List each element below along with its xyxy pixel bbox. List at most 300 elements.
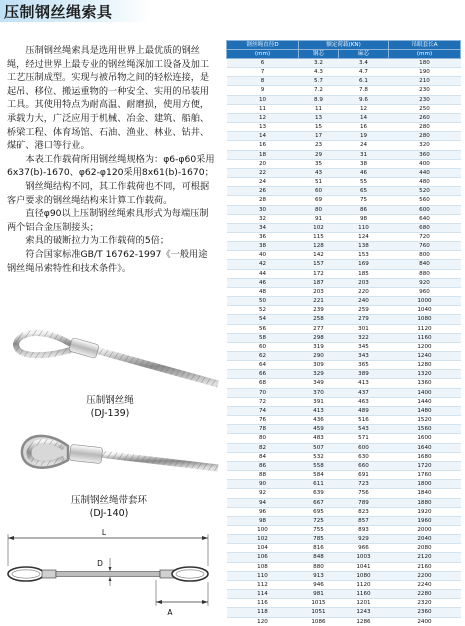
table-row bbox=[227, 150, 461, 159]
table-row bbox=[227, 168, 461, 177]
table-row bbox=[227, 59, 461, 68]
cell-steel-core-load: 667 bbox=[299, 498, 339, 507]
cell-eye-length: 190 bbox=[389, 68, 461, 77]
cell-fiber-core-load: 463 bbox=[339, 397, 389, 406]
cell-steel-core-load: 43 bbox=[299, 168, 339, 177]
cell-steel-core-load: 1086 bbox=[299, 617, 339, 626]
figure-2-caption bbox=[34, 494, 184, 520]
cell-fiber-core-load: 16 bbox=[339, 123, 389, 132]
header-rated-load: 额定荷载(KN) bbox=[299, 41, 389, 50]
table-row bbox=[227, 544, 461, 553]
table-row bbox=[227, 269, 461, 278]
cell-fiber-core-load: 7.8 bbox=[339, 86, 389, 95]
cell-diameter: 12 bbox=[227, 113, 299, 122]
cell-fiber-core-load: 24 bbox=[339, 141, 389, 150]
cell-steel-core-load: 309 bbox=[299, 361, 339, 370]
cell-steel-core-load: 755 bbox=[299, 525, 339, 534]
cell-diameter: 110 bbox=[227, 571, 299, 580]
cell-eye-length: 2080 bbox=[389, 544, 461, 553]
cell-steel-core-load: 203 bbox=[299, 287, 339, 296]
cell-steel-core-load: 4.3 bbox=[299, 68, 339, 77]
cell-diameter: 116 bbox=[227, 599, 299, 608]
cell-steel-core-load: 239 bbox=[299, 306, 339, 315]
cell-fiber-core-load: 75 bbox=[339, 196, 389, 205]
cell-fiber-core-load: 660 bbox=[339, 461, 389, 470]
cell-fiber-core-load: 38 bbox=[339, 159, 389, 168]
intro-paragraph-3: 钢丝绳结构不同，其工作载荷也不同，可根据客户要求的钢丝绳结构来计算工作载荷。 bbox=[7, 180, 210, 206]
cell-fiber-core-load: 55 bbox=[339, 178, 389, 187]
table-row bbox=[227, 315, 461, 324]
cell-fiber-core-load: 203 bbox=[339, 278, 389, 287]
cell-eye-length: 1600 bbox=[389, 434, 461, 443]
cell-diameter: 104 bbox=[227, 544, 299, 553]
cell-diameter: 114 bbox=[227, 590, 299, 599]
cell-steel-core-load: 558 bbox=[299, 461, 339, 470]
table-row bbox=[227, 104, 461, 113]
table-row bbox=[227, 123, 461, 132]
table-row bbox=[227, 352, 461, 361]
wire-rope-thimble-image bbox=[4, 422, 220, 492]
cell-fiber-core-load: 630 bbox=[339, 452, 389, 461]
table-row bbox=[227, 242, 461, 251]
cell-diameter: 9 bbox=[227, 86, 299, 95]
table-row bbox=[227, 516, 461, 525]
table-row bbox=[227, 260, 461, 269]
cell-diameter: 112 bbox=[227, 580, 299, 589]
cell-diameter: 62 bbox=[227, 352, 299, 361]
cell-eye-length: 320 bbox=[389, 141, 461, 150]
cell-diameter: 84 bbox=[227, 452, 299, 461]
header-diameter: 钢丝绳直径D bbox=[227, 41, 299, 50]
cell-steel-core-load: 507 bbox=[299, 443, 339, 452]
dim-label-A: A bbox=[167, 608, 173, 617]
cell-steel-core-load: 51 bbox=[299, 178, 339, 187]
page-header bbox=[0, 0, 465, 22]
cell-steel-core-load: 290 bbox=[299, 352, 339, 361]
cell-fiber-core-load: 124 bbox=[339, 232, 389, 241]
cell-diameter: 92 bbox=[227, 489, 299, 498]
wire-rope-sling-image bbox=[4, 324, 220, 390]
cell-eye-length: 2040 bbox=[389, 535, 461, 544]
cell-diameter: 32 bbox=[227, 214, 299, 223]
table-row bbox=[227, 525, 461, 534]
table-row bbox=[227, 406, 461, 415]
cell-diameter: 94 bbox=[227, 498, 299, 507]
cell-fiber-core-load: 169 bbox=[339, 260, 389, 269]
cell-eye-length: 210 bbox=[389, 77, 461, 86]
cell-eye-length: 760 bbox=[389, 242, 461, 251]
cell-diameter: 90 bbox=[227, 480, 299, 489]
cell-steel-core-load: 277 bbox=[299, 324, 339, 333]
cell-steel-core-load: 91 bbox=[299, 214, 339, 223]
table-row bbox=[227, 113, 461, 122]
table-row bbox=[227, 489, 461, 498]
cell-fiber-core-load: 1160 bbox=[339, 590, 389, 599]
table-subheader-row bbox=[227, 50, 461, 59]
cell-diameter: 13 bbox=[227, 123, 299, 132]
cell-eye-length: 280 bbox=[389, 132, 461, 141]
cell-fiber-core-load: 691 bbox=[339, 471, 389, 480]
cell-fiber-core-load: 19 bbox=[339, 132, 389, 141]
figure-1-caption bbox=[60, 394, 160, 420]
cell-eye-length: 2400 bbox=[389, 617, 461, 626]
cell-diameter: 86 bbox=[227, 461, 299, 470]
cell-fiber-core-load: 345 bbox=[339, 342, 389, 351]
cell-steel-core-load: 1051 bbox=[299, 608, 339, 617]
dimension-drawing bbox=[4, 526, 220, 622]
cell-diameter: 6 bbox=[227, 59, 299, 68]
cell-fiber-core-load: 857 bbox=[339, 516, 389, 525]
cell-fiber-core-load: 1080 bbox=[339, 571, 389, 580]
cell-steel-core-load: 13 bbox=[299, 113, 339, 122]
cell-eye-length: 1000 bbox=[389, 297, 461, 306]
cell-diameter: 26 bbox=[227, 187, 299, 196]
cell-diameter: 50 bbox=[227, 297, 299, 306]
table-row bbox=[227, 416, 461, 425]
cell-eye-length: 840 bbox=[389, 260, 461, 269]
cell-eye-length: 230 bbox=[389, 95, 461, 104]
dim-label-D: D bbox=[97, 559, 103, 568]
intro-paragraph-1: 压制钢丝绳索具是选用世界上最优质的钢丝绳，经过世界上最专业的钢丝绳深加工设备及加工工艺压制成型。实现与被吊物之间的轻松连接，是起吊、移位、搬运重物的一种安全、实用的吊装用工具。其使用特点为耐高温、耐磨损，使用方便，承载力大，广泛应用于机械、冶金、建筑、船舶、桥梁工程、体育场馆、石油、渔业、林业、钻井、煤矿、港口等行业。 bbox=[7, 45, 210, 152]
table-row bbox=[227, 599, 461, 608]
cell-fiber-core-load: 489 bbox=[339, 406, 389, 415]
cell-diameter: 24 bbox=[227, 178, 299, 187]
cell-diameter: 30 bbox=[227, 205, 299, 214]
cell-eye-length: 1880 bbox=[389, 498, 461, 507]
table-row bbox=[227, 77, 461, 86]
cell-diameter: 96 bbox=[227, 507, 299, 516]
table-row bbox=[227, 425, 461, 434]
table-row bbox=[227, 306, 461, 315]
cell-steel-core-load: 3.2 bbox=[299, 59, 339, 68]
table-row bbox=[227, 159, 461, 168]
header-fiber-core: 麻芯 bbox=[339, 50, 389, 59]
cell-diameter: 40 bbox=[227, 251, 299, 260]
cell-steel-core-load: 7.2 bbox=[299, 86, 339, 95]
cell-steel-core-load: 172 bbox=[299, 269, 339, 278]
cell-steel-core-load: 329 bbox=[299, 370, 339, 379]
cell-fiber-core-load: 9.6 bbox=[339, 95, 389, 104]
cell-diameter: 36 bbox=[227, 232, 299, 241]
table-row bbox=[227, 324, 461, 333]
cell-eye-length: 1200 bbox=[389, 342, 461, 351]
cell-fiber-core-load: 31 bbox=[339, 150, 389, 159]
intro-paragraph-5: 索具的破断拉力为工作载荷的5倍； bbox=[25, 235, 170, 247]
table-row bbox=[227, 278, 461, 287]
cell-fiber-core-load: 571 bbox=[339, 434, 389, 443]
cell-eye-length: 1800 bbox=[389, 480, 461, 489]
table-row bbox=[227, 141, 461, 150]
cell-fiber-core-load: 138 bbox=[339, 242, 389, 251]
cell-diameter: 72 bbox=[227, 397, 299, 406]
cell-steel-core-load: 946 bbox=[299, 580, 339, 589]
cell-eye-length: 1760 bbox=[389, 471, 461, 480]
table-row bbox=[227, 370, 461, 379]
cell-diameter: 74 bbox=[227, 406, 299, 415]
cell-eye-length: 1400 bbox=[389, 388, 461, 397]
cell-diameter: 120 bbox=[227, 617, 299, 626]
table-row bbox=[227, 471, 461, 480]
table-row bbox=[227, 342, 461, 351]
cell-diameter: 98 bbox=[227, 516, 299, 525]
cell-steel-core-load: 157 bbox=[299, 260, 339, 269]
cell-fiber-core-load: 6.1 bbox=[339, 77, 389, 86]
cell-fiber-core-load: 789 bbox=[339, 498, 389, 507]
cell-steel-core-load: 880 bbox=[299, 562, 339, 571]
table-row bbox=[227, 571, 461, 580]
header-steel-core: 钢芯 bbox=[299, 50, 339, 59]
cell-steel-core-load: 8.9 bbox=[299, 95, 339, 104]
cell-eye-length: 1480 bbox=[389, 406, 461, 415]
cell-eye-length: 440 bbox=[389, 168, 461, 177]
cell-eye-length: 1040 bbox=[389, 306, 461, 315]
table-row bbox=[227, 379, 461, 388]
cell-fiber-core-load: 1120 bbox=[339, 580, 389, 589]
spec-table-body bbox=[227, 59, 461, 626]
cell-diameter: 14 bbox=[227, 132, 299, 141]
table-row bbox=[227, 232, 461, 241]
cell-fiber-core-load: 3.4 bbox=[339, 59, 389, 68]
table-row bbox=[227, 287, 461, 296]
cell-steel-core-load: 17 bbox=[299, 132, 339, 141]
cell-fiber-core-load: 756 bbox=[339, 489, 389, 498]
figure-1-name: 压制钢丝绳 bbox=[86, 395, 134, 406]
cell-steel-core-load: 69 bbox=[299, 196, 339, 205]
table-row bbox=[227, 507, 461, 516]
cell-eye-length: 1840 bbox=[389, 489, 461, 498]
intro-text bbox=[7, 44, 215, 275]
cell-fiber-core-load: 966 bbox=[339, 544, 389, 553]
cell-eye-length: 1240 bbox=[389, 352, 461, 361]
cell-fiber-core-load: 823 bbox=[339, 507, 389, 516]
cell-steel-core-load: 80 bbox=[299, 205, 339, 214]
cell-fiber-core-load: 240 bbox=[339, 297, 389, 306]
cell-eye-length: 1080 bbox=[389, 315, 461, 324]
table-row bbox=[227, 434, 461, 443]
cell-diameter: 46 bbox=[227, 278, 299, 287]
cell-fiber-core-load: 220 bbox=[339, 287, 389, 296]
cell-steel-core-load: 221 bbox=[299, 297, 339, 306]
table-row bbox=[227, 388, 461, 397]
table-row bbox=[227, 196, 461, 205]
cell-diameter: 10 bbox=[227, 95, 299, 104]
cell-steel-core-load: 128 bbox=[299, 242, 339, 251]
cell-diameter: 52 bbox=[227, 306, 299, 315]
cell-fiber-core-load: 929 bbox=[339, 535, 389, 544]
cell-diameter: 88 bbox=[227, 471, 299, 480]
cell-eye-length: 2320 bbox=[389, 599, 461, 608]
cell-fiber-core-load: 723 bbox=[339, 480, 389, 489]
cell-eye-length: 640 bbox=[389, 214, 461, 223]
cell-fiber-core-load: 153 bbox=[339, 251, 389, 260]
cell-eye-length: 2000 bbox=[389, 525, 461, 534]
cell-steel-core-load: 785 bbox=[299, 535, 339, 544]
table-row bbox=[227, 178, 461, 187]
table-row bbox=[227, 132, 461, 141]
table-row bbox=[227, 333, 461, 342]
cell-eye-length: 230 bbox=[389, 86, 461, 95]
page-title: 压制钢丝绳索具 bbox=[4, 3, 113, 21]
table-row bbox=[227, 562, 461, 571]
cell-eye-length: 600 bbox=[389, 205, 461, 214]
cell-eye-length: 920 bbox=[389, 278, 461, 287]
table-row bbox=[227, 68, 461, 77]
cell-fiber-core-load: 1201 bbox=[339, 599, 389, 608]
cell-fiber-core-load: 1003 bbox=[339, 553, 389, 562]
table-row bbox=[227, 397, 461, 406]
cell-fiber-core-load: 14 bbox=[339, 113, 389, 122]
table-row bbox=[227, 205, 461, 214]
cell-eye-length: 1160 bbox=[389, 333, 461, 342]
cell-eye-length: 1280 bbox=[389, 361, 461, 370]
cell-eye-length: 1920 bbox=[389, 507, 461, 516]
header-eye-length: 吊眼套长A bbox=[389, 41, 461, 50]
cell-diameter: 22 bbox=[227, 168, 299, 177]
cell-steel-core-load: 725 bbox=[299, 516, 339, 525]
cell-eye-length: 720 bbox=[389, 232, 461, 241]
table-row bbox=[227, 443, 461, 452]
cell-fiber-core-load: 259 bbox=[339, 306, 389, 315]
cell-steel-core-load: 187 bbox=[299, 278, 339, 287]
cell-eye-length: 800 bbox=[389, 251, 461, 260]
cell-steel-core-load: 60 bbox=[299, 187, 339, 196]
cell-steel-core-load: 483 bbox=[299, 434, 339, 443]
cell-fiber-core-load: 516 bbox=[339, 416, 389, 425]
cell-diameter: 102 bbox=[227, 535, 299, 544]
cell-fiber-core-load: 600 bbox=[339, 443, 389, 452]
table-row bbox=[227, 580, 461, 589]
cell-steel-core-load: 258 bbox=[299, 315, 339, 324]
dim-label-L: L bbox=[101, 528, 107, 537]
cell-eye-length: 2120 bbox=[389, 553, 461, 562]
figure-2-name: 压制钢丝绳带套环 bbox=[70, 495, 147, 506]
table-row bbox=[227, 251, 461, 260]
cell-diameter: 8 bbox=[227, 77, 299, 86]
cell-diameter: 82 bbox=[227, 443, 299, 452]
table-row bbox=[227, 461, 461, 470]
cell-steel-core-load: 695 bbox=[299, 507, 339, 516]
cell-steel-core-load: 1015 bbox=[299, 599, 339, 608]
cell-eye-length: 180 bbox=[389, 59, 461, 68]
table-row bbox=[227, 535, 461, 544]
cell-fiber-core-load: 65 bbox=[339, 187, 389, 196]
cell-eye-length: 280 bbox=[389, 123, 461, 132]
cell-eye-length: 1360 bbox=[389, 379, 461, 388]
cell-diameter: 20 bbox=[227, 159, 299, 168]
cell-eye-length: 250 bbox=[389, 104, 461, 113]
cell-steel-core-load: 848 bbox=[299, 553, 339, 562]
table-header-row bbox=[227, 41, 461, 50]
cell-eye-length: 2160 bbox=[389, 562, 461, 571]
cell-diameter: 78 bbox=[227, 425, 299, 434]
cell-steel-core-load: 459 bbox=[299, 425, 339, 434]
table-row bbox=[227, 608, 461, 617]
cell-steel-core-load: 11 bbox=[299, 104, 339, 113]
cell-eye-length: 520 bbox=[389, 187, 461, 196]
cell-fiber-core-load: 110 bbox=[339, 223, 389, 232]
cell-fiber-core-load: 46 bbox=[339, 168, 389, 177]
intro-paragraph-6: 符合国家标准GB/T 16762-1997《一般用途钢丝绳吊索特性和技术条件》。 bbox=[7, 248, 208, 274]
cell-steel-core-load: 115 bbox=[299, 232, 339, 241]
cell-steel-core-load: 611 bbox=[299, 480, 339, 489]
cell-steel-core-load: 639 bbox=[299, 489, 339, 498]
cell-eye-length: 400 bbox=[389, 159, 461, 168]
cell-diameter: 28 bbox=[227, 196, 299, 205]
cell-steel-core-load: 29 bbox=[299, 150, 339, 159]
cell-eye-length: 2360 bbox=[389, 608, 461, 617]
table-row bbox=[227, 480, 461, 489]
cell-diameter: 64 bbox=[227, 361, 299, 370]
cell-diameter: 11 bbox=[227, 104, 299, 113]
table-row bbox=[227, 223, 461, 232]
cell-diameter: 60 bbox=[227, 342, 299, 351]
cell-diameter: 80 bbox=[227, 434, 299, 443]
cell-eye-length: 360 bbox=[389, 150, 461, 159]
cell-steel-core-load: 15 bbox=[299, 123, 339, 132]
cell-fiber-core-load: 893 bbox=[339, 525, 389, 534]
cell-steel-core-load: 413 bbox=[299, 406, 339, 415]
cell-diameter: 54 bbox=[227, 315, 299, 324]
cell-fiber-core-load: 389 bbox=[339, 370, 389, 379]
cell-eye-length: 2280 bbox=[389, 590, 461, 599]
cell-eye-length: 960 bbox=[389, 287, 461, 296]
cell-diameter: 68 bbox=[227, 379, 299, 388]
cell-steel-core-load: 370 bbox=[299, 388, 339, 397]
table-row bbox=[227, 617, 461, 626]
cell-diameter: 118 bbox=[227, 608, 299, 617]
table-row bbox=[227, 86, 461, 95]
cell-steel-core-load: 142 bbox=[299, 251, 339, 260]
intro-paragraph-4: 直径φ90以上压制钢丝绳索具形式为每端压制两个铝合金压制接头； bbox=[7, 208, 209, 233]
header-unit-mm-2: (mm) bbox=[389, 50, 461, 59]
cell-diameter: 76 bbox=[227, 416, 299, 425]
table-row bbox=[227, 452, 461, 461]
cell-diameter: 70 bbox=[227, 388, 299, 397]
cell-steel-core-load: 319 bbox=[299, 342, 339, 351]
cell-eye-length: 260 bbox=[389, 113, 461, 122]
cell-diameter: 7 bbox=[227, 68, 299, 77]
cell-diameter: 58 bbox=[227, 333, 299, 342]
cell-fiber-core-load: 301 bbox=[339, 324, 389, 333]
cell-diameter: 44 bbox=[227, 269, 299, 278]
cell-steel-core-load: 532 bbox=[299, 452, 339, 461]
cell-fiber-core-load: 322 bbox=[339, 333, 389, 342]
cell-fiber-core-load: 279 bbox=[339, 315, 389, 324]
cell-eye-length: 1960 bbox=[389, 516, 461, 525]
cell-steel-core-load: 913 bbox=[299, 571, 339, 580]
cell-fiber-core-load: 543 bbox=[339, 425, 389, 434]
cell-eye-length: 1440 bbox=[389, 397, 461, 406]
cell-fiber-core-load: 98 bbox=[339, 214, 389, 223]
cell-steel-core-load: 23 bbox=[299, 141, 339, 150]
table-row bbox=[227, 187, 461, 196]
cell-eye-length: 1120 bbox=[389, 324, 461, 333]
cell-eye-length: 1520 bbox=[389, 416, 461, 425]
intro-paragraph-2: 本表工作载荷所用钢丝绳规格为：φ6-φ60采用6x37(b)-1670、φ62-φ120采用8x61(b)-1670； bbox=[7, 153, 215, 179]
cell-diameter: 16 bbox=[227, 141, 299, 150]
table-row bbox=[227, 361, 461, 370]
cell-fiber-core-load: 413 bbox=[339, 379, 389, 388]
cell-eye-length: 680 bbox=[389, 223, 461, 232]
spec-table-container bbox=[226, 40, 460, 626]
figure-1-code: (DJ-139) bbox=[90, 408, 130, 419]
table-row bbox=[227, 590, 461, 599]
cell-eye-length: 480 bbox=[389, 178, 461, 187]
cell-steel-core-load: 35 bbox=[299, 159, 339, 168]
cell-eye-length: 1560 bbox=[389, 425, 461, 434]
cell-diameter: 38 bbox=[227, 242, 299, 251]
cell-fiber-core-load: 437 bbox=[339, 388, 389, 397]
